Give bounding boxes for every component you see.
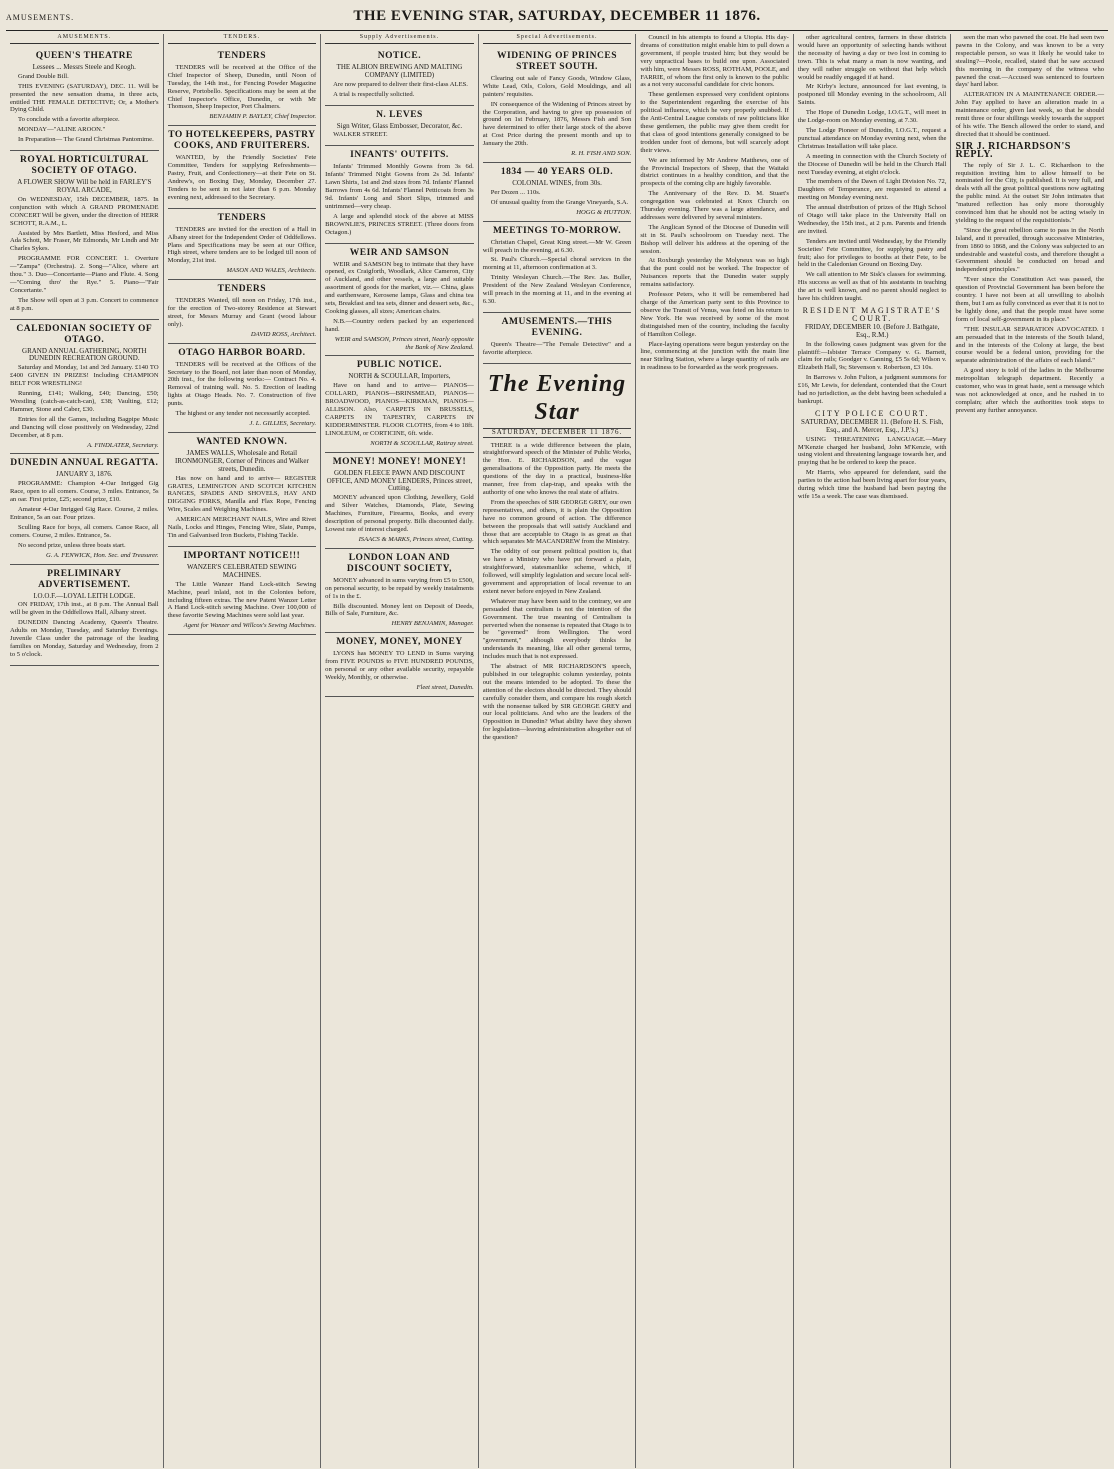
ad-subhead: NORTH & SCOULLAR, Importers,: [348, 372, 451, 381]
ad-headline: 1834 — 40 YEARS OLD.: [500, 166, 614, 177]
ad-body: [168, 154, 317, 201]
ad-paragraph: St. Paul's Church.—Special choral services in the morning at 11, afternoon confirmation at 3.: [482, 256, 632, 272]
ad-paragraph: Assisted by Mrs Bartlett, Miss Hesford, and Miss Ada Schott, Mr Fraser, Mr Edmonds, Mr Lindh and Mr Charles Sykes.: [10, 229, 159, 253]
advertisement: [10, 320, 159, 455]
ad-body: [325, 650, 474, 682]
reply-paragraph: "THE INSULAR SEPARATION ADVOCATED. I am persuaded that in the interests of the South Island, and in the interests of the Colony at large, the best course would be a federal union, providing for the separate administration of the affairs of each Island.": [955, 325, 1105, 365]
ad-paragraph: Running, £141; Walking, £40; Dancing, £50; Wrestling (catch-as-catch-can), £38; Vaulting, £12; Hammer, Stone and Caber, £30.: [10, 390, 159, 413]
ad-headline: MEETINGS TO-MORROW.: [492, 225, 622, 236]
column-heading: AMUSEMENTS.: [10, 34, 159, 44]
news-paragraph: The members of the Dawn of Light Division No. 72, Daughters of Temperance, are requested to attend a meeting on Monday evening next.: [797, 178, 947, 202]
ad-headline: AMUSEMENTS.—THIS EVENING.: [501, 316, 613, 338]
ad-body: [325, 382, 474, 437]
ad-paragraph: TENDERS will be received at the Offices of the Secretary to the Board, not later than noon of Monday, 20th inst., for the following works:— Contract No. 4. Removal of training wall. No. 5. Erection of leading lights at Otago Heads. No. 7. Construction of five punts.: [167, 360, 317, 408]
column-7: [951, 34, 1108, 1468]
ad-body: [483, 75, 632, 148]
news-paragraph: The Lodge Pioneer of Dunedin, I.O.G.T., request a punctual attendance on Monday evening next, when the Christmas Installation will take place.: [797, 126, 947, 150]
ad-signature: HOGG & HUTTON.: [576, 208, 632, 216]
news-body: [798, 34, 947, 303]
column-6: [794, 34, 952, 1468]
ad-body: [168, 581, 317, 621]
column-2: [164, 34, 322, 1468]
ad-paragraph: MONEY advanced in sums varying from £5 to £500, on personal security, to be repaid by weekly instalments of 1s in the £.: [325, 576, 474, 600]
advertisement: [325, 47, 474, 106]
ad-paragraph: Amateur 4-Oar Inrigged Gig Race. Course, 2 miles. Entrance, 5s an oar. Four prizes.: [10, 506, 159, 521]
ad-paragraph: Infants' Trimmed Monthly Gowns from 3s 6d. Infants' Trimmed Night Gowns from 2s 3d. Infants' Lawn Shirts, 1st and 2nd sizes from 7d. Infants' Flannel Barrows from 4s 6d. Infants' Flannel Petticoats from 3s 9d. Infants' Long and Short Slips, trimmed and untrimmed—very cheap.: [325, 163, 474, 210]
ad-subhead: JANUARY 3, 1876.: [56, 470, 113, 479]
columns: [6, 34, 1108, 1468]
ad-body: [10, 73, 159, 144]
court-date: FRIDAY, DECEMBER 10. (Before J. Bathgate, Esq., R.M.): [805, 322, 940, 339]
ad-paragraph: WANTED, by the Friendly Societies' Fete Committee, Tenders for supplying Refreshments—Pastry, Fruit, and Confectionery—at their Fete on St. Andrew's, on Boxing Day, Monday, December 27. Tenders to be sent in not later than 6 p.m. Monday evening next, addressed to the Secretary.: [167, 154, 317, 201]
news-paragraph: Place-laying operations were begun yesterday on the line, commencing at the junction with the main line near Stirling Station, where a large quantity of rails are in readiness to be forwarded as the work progresses.: [640, 340, 789, 372]
police-court-paragraph: USING THREATENING LANGUAGE.—Mary M'Kenzie charged her husband, John M'Kenzie, with using violent and threatening language towards her, and praying that he be ordered to keep the peace.: [797, 435, 947, 467]
ad-paragraph: MONEY advanced upon Clothing, Jewellery, Gold and Silver Watches, Diamonds, Plate, Sewing Machines, Furniture, Firearms, Books, and every description of personal property. Bills discounted daily. Lowest rate of interest charged.: [325, 494, 474, 533]
ad-body: [168, 64, 317, 111]
ad-body: [168, 475, 317, 540]
ad-body: [168, 226, 317, 266]
ad-paragraph: Has now on hand and to arrive— REGISTER GRATES, LEMINGTON AND SCOTCH KITCHEN RANGES, SPADES AND SHOVELS, HAY AND DIGGING FORKS, Manilla and Flax Rope, Fencing Wire, Scales and Weighing Machines.: [167, 474, 317, 514]
ad-headline: PRELIMINARY ADVERTISEMENT.: [38, 568, 131, 590]
ad-paragraph: PROGRAMME: Champion 4-Oar Inrigged Gig Race, open to all comers. Course, 3 miles. Entrance, 5s an oar. First prize, £25; second prize, £10.: [10, 480, 159, 504]
news-paragraph: Professor Peters, who it will be remembered had charge of the American party sent to this Province to observe the Transit of Venus, was feted on his return to New York. He was received by some of the most distinguished men of the country, including the faculty of Hamilton College.: [640, 291, 789, 338]
ad-headline: CALEDONIAN SOCIETY OF OTAGO.: [16, 323, 153, 345]
ad-paragraph: In Preparation— The Grand Christmas Pantomime.: [18, 136, 154, 144]
ad-headline: MONEY! MONEY! MONEY!: [332, 456, 467, 467]
column-1: [6, 34, 164, 1468]
ad-body: [325, 494, 474, 534]
column-heading: Special Advertisements.: [483, 34, 632, 44]
advertisement: [483, 47, 632, 163]
advertisement: [168, 209, 317, 280]
advertisement: [483, 163, 632, 222]
news-body: [955, 34, 1104, 139]
ad-headline: TO HOTELKEEPERS, PASTRY COOKS, AND FRUITERERS.: [168, 130, 316, 152]
ad-paragraph: Have on hand and to arrive— PIANOS—COLLARD, PIANOS—BRINSMEAD, PIANOS—BROADWOOD, PIANOS—KIRKMAN, PIANOS—ALLISON. Also, CARPETS IN BRUSSELS, CARPETS IN TAPESTRY, CARPETS IN KIDDERMINSTER. FLOOR CLOTHS, from 4 to 18ft. LINOLEUM, or CORTICINE, 6ft. wide.: [325, 382, 474, 437]
news-paragraph: seen the man who pawned the coat. He had seen two pawns in the Colony, and was known to be a very respectable person, so was it likely he would take to stealing?—Poole, recalled, stated that he saw accused this morning in the company of the witness who pawned the coat.—Accused was sentenced to fourteen days' hard labor.: [955, 34, 1105, 89]
masthead-title: THE EVENING STAR, SATURDAY, DECEMBER 11 1876.: [353, 8, 761, 24]
ad-paragraph: AMERICAN MERCHANT NAILS, Wire and Rivet Nails, Locks and Hinges, Fencing Wire, Slate, Pumps, Tin and Galvanised Iron Buckets, Fishing Tackle.: [167, 516, 317, 539]
editorial-paragraph: From the speeches of SIR GEORGE GREY, our own representatives, and others, it is plain the Opposition have no common ground of action. The difference between the proposals that will satisfy Auckland and those that are acceptable to Otago is as great as that which separates Mr MACANDREW from the Ministry.: [482, 498, 632, 546]
ad-body: [10, 601, 159, 658]
advertisement: [325, 633, 474, 697]
police-court-body: [798, 436, 947, 501]
ad-headline: TENDERS: [217, 50, 267, 61]
ad-paragraph: Clearing out sale of Fancy Goods, Window Glass, White Lead, Oils, Colors, Gold Mouldings, and all painters' requisites.: [482, 74, 632, 98]
advertisement: [168, 344, 317, 433]
news-paragraph: We are informed by Mr Andrew Matthews, one of the Provincial Inspectors of Sheep, that the Waitaki district continues in a healthy condition, and that the prospects of the coming clip are highly favorable.: [640, 156, 789, 188]
news-paragraph: Tenders are invited until Wednesday, by the Friendly Societies' Fete Committee, for supplying pastry and fruit; also for privileges to booths at their Fete, to be held in the Caledonian Ground on Boxing Day.: [797, 237, 947, 269]
ad-headline: PUBLIC NOTICE.: [356, 360, 442, 371]
ad-paragraph: Per Dozen ... 110s.: [490, 188, 541, 196]
column-5: [636, 34, 794, 1468]
ad-paragraph: Saturday and Monday, 1st and 3rd January. £140 TO £400 GIVEN IN PRIZES! Including CHAMPION BELT FOR WRESTLING!: [10, 364, 159, 388]
editorial-dateline: SATURDAY, DECEMBER 11 1876.: [483, 428, 632, 438]
advertisement: [325, 106, 474, 147]
ad-signature: G. A. FENWICK, Hon. Sec. and Treasurer.: [45, 551, 159, 559]
ad-body: [10, 196, 159, 313]
ad-paragraph: IN consequence of the Widening of Princes street by the Corporation, and having to give up possession of ground on 1st February, 1876, Messrs Fish and Son have determined to offer their large stock of the above at Cost Price during the present month and up to January the 20th.: [482, 100, 632, 148]
ad-body: [10, 364, 159, 439]
ad-paragraph: The Little Wanzer Hand Lock-stitch Sewing Machine, pearl inlaid, not in the Colonies before, including fifteen extras. The new Patent Wanzer Letter A Hand Lock-stitch sewing Machine. Over 100,000 of these favorite Sewing Machines were sold last year.: [167, 580, 317, 620]
editorial-paragraph: The abstract of MR RICHARDSON'S speech, published in our telegraphic column yesterday, points out the means intended to be adopted. To these the attention of the electors should be directed. They should carefully consider them, and compare his rough sketch with the nonsense talked by SIR GEORGE GREY and our local politicians. And who are the leaders of the Opposition in Dunedin? What ability have they shown for legislation—leaving administration altogether out of the question?: [482, 663, 632, 742]
ad-body: [483, 341, 632, 357]
ad-signature: NORTH & SCOULLAR, Rattray street.: [370, 439, 474, 447]
ad-paragraph: TENDERS will be received at the Office of the Chief Inspector of Sheep, Dunedin, until Noon of Tuesday, the 14th inst., for Fencing Powder Magazine Reserve, Portobello. Specifications may be seen at the Chief Inspector's Office, Dunedin, or with Mr Thomson, Sheep Inspector, Port Chalmers.: [167, 63, 317, 111]
ad-paragraph: TENDERS are invited for the erection of a Hall in Albany street for the Independent Order of Oddfellows. Plans and Specifications may be seen at our Office, High street, where tenders are to be lodged till noon of Monday, 21st inst.: [167, 225, 317, 265]
paper-title: The Evening Star: [487, 370, 627, 425]
ad-subhead: COLONIAL WINES, from 30s.: [512, 178, 602, 187]
ad-headline: NOTICE.: [377, 50, 422, 61]
news-paragraph: The annual distribution of prizes of the High School of Otago will take place in the University Hall on Wednesday, the 15th inst., at 2 p.m. Parents and friends are invited.: [797, 204, 947, 235]
ad-paragraph: A trial is respectfully solicited.: [333, 90, 415, 98]
ad-headline: QUEEN'S THEATRE: [35, 50, 133, 61]
ad-headline: WANTED KNOWN.: [196, 436, 288, 447]
advertisement: [483, 313, 632, 364]
news-paragraph: Mr Kirby's lecture, announced for last evening, is postponed till Monday evening in the schoolroom, All Saints.: [797, 83, 947, 107]
court-title: RESIDENT MAGISTRATE'S COURT.: [802, 306, 942, 323]
ad-paragraph: Sculling Race for boys, all comers. Canoe Race, all comers. Course, 2 miles. Entrance, 5s.: [10, 523, 159, 539]
advertisement: [325, 356, 474, 452]
ad-signature: Fleet street, Dunedin.: [416, 683, 474, 691]
ad-paragraph: Of unusual quality from the Grange Vineyards, S.A.: [490, 198, 629, 206]
ad-paragraph: Grand Double Bill.: [18, 72, 69, 80]
ad-body: [10, 480, 159, 549]
ad-paragraph: The highest or any tender not necessarily accepted.: [175, 410, 311, 418]
news-paragraph: The Anglican Synod of the Diocese of Dunedin will sit in St. Paul's schoolroom on Tuesday next. The Bishop will deliver his address at the opening of the session.: [640, 223, 789, 255]
ad-signature: WEIR and SAMSON, Princes street, Nearly opposite the Bank of New Zealand.: [334, 335, 474, 351]
news-paragraph: The Anniversary of the Rev. D. M. Stuart's congregation was celebrated at Knox Church on Thursday evening. There was a large attendance, and addresses were delivered by several ministers.: [640, 190, 789, 221]
reply-paragraph: "Ever since the Constitution Act was passed, the question of Provincial Government has been before the country. I have not been at all unwilling to abolish them, but I am as fully convinced as ever that it is not to be lightly done, and that the people must have some form of local self-government in its place.": [955, 276, 1105, 323]
ad-paragraph: A large and splendid stock of the above at MISS BROWNLIE'S, PRINCES STREET. (Three doors from Octagon.): [325, 212, 474, 236]
reply-paragraph: A good story is told of the ladies in the Melbourne metropolitan telegraph department. Recently a customer, who was in great haste, sent a message which was not acknowledged at once, and he rushed in to complain; after which the authorities took steps to prevent any further annoyance.: [955, 367, 1105, 414]
ad-body: [325, 261, 474, 334]
advertisement: [483, 222, 632, 313]
news-body: [640, 34, 789, 372]
court-paragraph: In Barrows v. John Fulton, a judgment summons for £16, Mr Lewis, for defendant, contended that the Court had no jurisdiction, as the debt having been scheduled a bankrupt.: [797, 374, 947, 405]
ad-headline: WIDENING OF PRINCES STREET SOUTH.: [497, 50, 618, 72]
news-paragraph: The Hope of Dunedin Lodge, I.O.G.T., will meet in the Lodge-room on Monday evening, at 7.30.: [797, 109, 947, 125]
ad-subhead: I.O.O.F.—LOYAL LEITH LODGE.: [33, 591, 136, 600]
ad-body: [483, 189, 632, 207]
column-heading: TENDERS.: [168, 34, 317, 44]
reply-paragraph: The reply of Sir J. L. C. Richardson to the requisition inviting him to allow himself to be nominated for the City, is published. It is very full, and deals with all the great political questions now agitating the public mind. At the outset Sir John intimates that "matured reflection has only more thoroughly convinced him that he should not be acting wisely in yielding to the request of the requisitionists.": [955, 161, 1105, 224]
advertisement: [168, 280, 317, 344]
ad-signature: R. H. FISH AND SON.: [571, 150, 632, 158]
advertisement: [168, 126, 317, 208]
ad-paragraph: To conclude with a favorite afterpiece.: [18, 116, 120, 124]
masthead: [6, 8, 1108, 31]
ad-paragraph: The Show will open at 3 p.m. Concert to commence at 8 p.m.: [10, 296, 159, 312]
ad-paragraph: Entries for all the Games, including Bagpipe Music and Dancing will close positively on Wednesday, 22nd December, at 8 p.m.: [10, 415, 159, 439]
advertisement: [168, 433, 317, 547]
news-paragraph: other agricultural centres, farmers in these districts would have an opportunity of selecting hands without the necessity of having a day or two lost in coming to town. This is what many a man is now wanting, and they will rather struggle on without that help which would be readily engaged if at hand.: [797, 34, 947, 81]
police-court-paragraph: Mr Harris, who appeared for defendant, said the parties to the action had been living apart for four years, during which time the husband had been paying the wife 15s a week. The case was dismissed.: [797, 469, 947, 500]
ad-paragraph: Are now prepared to deliver their first-class ALES.: [333, 80, 468, 88]
ad-subhead: A FLOWER SHOW Will be held in FARLEY'S ROYAL ARCADE,: [17, 178, 152, 194]
column-heading: Supply Advertisements.: [325, 34, 474, 44]
reply-body: [955, 162, 1104, 415]
ad-headline: OTAGO HARBOR BOARD.: [178, 347, 306, 358]
news-paragraph: These gentlemen expressed very confident opinions to the Superintendent regarding the exercise of his political influence, which he very properly snubbed. If the Anti-Central League consists of raw politicians like these gentlemen, the public may give them credit for that class of good intentions generally consigned to be trodden under foot of demons, but will scarcely adopt their views.: [640, 91, 789, 154]
advertisement: [325, 244, 474, 357]
advertisement: [325, 549, 474, 633]
ad-subhead: WANZER'S CELEBRATED SEWING MACHINES.: [186, 562, 297, 579]
reply-paragraph: "Since the great rebellion came to pass in the North Island, and it prevailed, through successive Ministries, from 1860 to 1868, and the Colony was subjected to an undesirable and wasteful costs, and therefore thought a Government should be conducted on broad and independent principles.": [955, 226, 1105, 274]
court-paragraph: In the following cases judgment was given for the plaintiff:—Isbister Terrace Company v. G. Barnett, claim for rails; Goodger v. Canning, £5 5s 6d; Wilson v. Elizabeth Hall, 9s; Stevenson v. Robertson, £3 10s.: [797, 340, 947, 372]
advertisement: [325, 453, 474, 549]
advertisement: [168, 47, 317, 126]
police-court-date: SATURDAY, DECEMBER 11. (Before H. S. Fish, Esq., and A. Mercer, Esq., J.P.'s.): [801, 417, 944, 434]
ad-paragraph: MONDAY—"ALINE AROON.": [18, 126, 106, 134]
ad-body: [325, 81, 474, 99]
ad-body: [325, 577, 474, 619]
ad-paragraph: No second prize, unless three boats start.: [18, 541, 126, 549]
news-paragraph: At Roxburgh yesterday the Molyneux was so high that the punt could not be worked. The Inspector of Nuisances reports that the Dunedin water supply remains satisfactory.: [640, 257, 789, 289]
ad-subhead: Sign Writer, Glass Embosser, Decorator, &c.: [336, 121, 463, 130]
ad-body: [168, 361, 317, 418]
ad-paragraph: Trinity Wesleyan Church.—The Rev. Jas. Buller, President of the New Zealand Wesleyan Conference, will preach in the morning at 11, and in the evening at 6.30.: [482, 274, 632, 305]
ad-headline: TENDERS: [217, 212, 267, 223]
court-body: [798, 341, 947, 406]
news-paragraph: A meeting in connection with the Church Society of the Diocese of Dunedin will be held in the Church Hall next Tuesday evening, at eight o'clock.: [797, 152, 947, 176]
ad-headline: INFANTS' OUTFITS.: [350, 150, 449, 161]
reply-title: SIR J. RICHARDSON'S REPLY.: [955, 140, 1071, 160]
ad-signature: MASON AND WALES, Architects.: [226, 267, 317, 275]
ad-body: [325, 131, 474, 139]
ad-headline: N. LEVES: [376, 109, 423, 120]
news-paragraph: ALTERATION IN A MAINTENANCE ORDER.—John Fay applied to have an alteration made in a maintenance order, given last week, so that he should remit three or four shillings weekly towards the support of his wife. The Bench allowed the order to stand, and directed that it should be continued.: [955, 91, 1105, 138]
ad-headline: TENDERS: [217, 284, 267, 295]
ad-signature: ISAACS & MARKS, Princes street, Cutting.: [358, 535, 474, 543]
ad-paragraph: ON FRIDAY, 17th inst., at 8 p.m. The Annual Ball will be given in the Oddfellows Hall, Albany street.: [10, 601, 159, 617]
ad-headline: ROYAL HORTICULTURAL SOCIETY OF OTAGO.: [20, 155, 149, 177]
editorial-paragraph: The oddity of our present political position is, that we have a Ministry who have put forward a plain, straightforward, statesmanlike scheme, which, if followed, will simplify legislation and secure local self-government and appropriation of local revenue to an extent never before enjoyed in New Zealand.: [482, 548, 632, 595]
ad-body: [483, 239, 632, 306]
ad-body: [168, 297, 317, 329]
ad-subhead: GOLDEN FLEECE PAWN AND DISCOUNT OFFICE, AND MONEY LENDERS, Princes street, Cutting,: [326, 468, 473, 493]
advertisement: [168, 547, 317, 635]
police-court-title: CITY POLICE COURT.: [814, 408, 930, 418]
ad-paragraph: THIS EVENING (SATURDAY), DEC. 11. Will be presented the new sensation drama, in three acts, entitled THE FEMALE DETECTIVE; Or, a Mother's Dying Child.: [10, 82, 159, 114]
ad-paragraph: WALKER STREET.: [333, 131, 388, 139]
advertisement: [10, 151, 159, 320]
advertisement: [325, 146, 474, 243]
ad-subhead: Lessees ... Messrs Steele and Keogh.: [32, 62, 136, 71]
ad-paragraph: DUNEDIN Dancing Academy, Queen's Theatre. Adults on Monday, Tuesday, and Saturday Evenings. Juvenile Class under the patronage of the leading families on Monday, Saturday and Wednesday, from 2 to 5 o'clock.: [10, 619, 159, 658]
ad-signature: DAVID ROSS, Architect.: [250, 330, 317, 338]
ad-paragraph: TENDERS Wanted, till noon on Friday, 17th inst., for the erection of Two-storey Residence at Stewart street, for Messrs Murray and Grant (wood labour only).: [167, 297, 317, 328]
ad-headline: DUNEDIN ANNUAL REGATTA.: [10, 458, 159, 469]
editorial-body: [483, 442, 632, 743]
editorial-paragraph: Whatever may have been said to the contrary, we are persuaded that centralism is not the intention of the Government. The true meaning of Centralism is perverted when the nonsense is repeated that Otago is to be "governed" from Wellington. The word "government," although everybody thinks he understands its meaning, like all other general terms, includes much that is not expressed.: [482, 597, 632, 661]
ad-signature: BENJAMIN P. BAYLEY, Chief Inspector.: [209, 113, 317, 121]
advertisement: [10, 47, 159, 151]
ad-headline: IMPORTANT NOTICE!!!: [183, 550, 301, 561]
ad-subhead: THE ALBION BREWING AND MALTING COMPANY (LIMITED): [336, 62, 463, 79]
ad-signature: A. FINDLATER, Secretary.: [87, 441, 159, 449]
ad-paragraph: LYONS has MONEY TO LEND in Sums varying from FIVE POUNDS to FIVE HUNDRED POUNDS, on personal or any other available security, repayable Weekly, Monthly, or otherwise.: [325, 650, 474, 681]
ad-paragraph: Christian Chapel, Great King street.—Mr W. Green will preach in the evening, at 6.30.: [482, 238, 632, 254]
ad-paragraph: On WEDNESDAY, 15th DECEMBER, 1875. In conjunction with which A GRAND PROMENADE CONCERT Will be given, under the direction of HERR SCHOTT, R.A.M., L.: [10, 195, 159, 227]
column-4: [479, 34, 637, 1468]
ad-paragraph: PROGRAMME FOR CONCERT. 1. Overture—"Zampa" (Orchestra). 2. Song—"Alice, where art thou." 3. Duo—Concertante—Piano and Flute. 4. Song—"Coming thro' the Rye." 5. Piano—"Fair Concertante.": [10, 255, 159, 294]
ad-subhead: GRAND ANNUAL GATHERING, NORTH DUNEDIN RECREATION GROUND.: [22, 346, 147, 363]
news-paragraph: Council in his attempts to found a Utopia. His day-dreams of constitution might enable him to pull down a government, if people trusted him; but they would be very unpractical bases to build one upon. Associated with him, were Messrs ROSS, ROTHAM, POOLE, and FARRIE, of whom the first only is known to the public as a not very successful candidate for civic honors.: [640, 34, 789, 89]
ad-signature: Agent for Wanzer and Willcox's Sewing Machines.: [183, 622, 317, 630]
ad-signature: HENRY BENJAMIN, Manager.: [391, 620, 474, 628]
advertisement: [10, 454, 159, 564]
ad-headline: MONEY, MONEY, MONEY: [336, 637, 463, 648]
ad-signature: J. L. GILLIES, Secretary.: [249, 420, 317, 427]
advertisement: [10, 565, 159, 666]
ad-paragraph: N.B.—Country orders packed by an experienced hand.: [325, 317, 474, 333]
column-3: [321, 34, 479, 1468]
ad-paragraph: Queen's Theatre—"The Female Detective" and a favorite afterpiece.: [482, 340, 632, 356]
ad-paragraph: WEIR and SAMSON beg to intimate that they have opened, ex Craigforth, Woodlark, Alice Cameron, City of Auckland, and other vessels, a large and suitable assortment of goods for the market, viz.— China, glass and earthenware, Kerosene lamps, Glass and china tea sets, Breakfast and tea sets, dinner and dessert sets, &c., Cooking glasses, all sizes; American chairs.: [325, 260, 474, 315]
news-paragraph: We call attention to Mr Sisk's classes for swimming. His success as well as that of his assistants in teaching the art is well known, and no parent should neglect to have his children taught.: [797, 271, 947, 303]
ad-body: [325, 163, 474, 236]
ad-headline: WEIR AND SAMSON: [349, 247, 450, 258]
ad-subhead: JAMES WALLS, Wholesale and Retail IRONMONGER, Corner of Princes and Walker streets, Dunedin.: [174, 448, 309, 473]
editorial-paragraph: THERE is a wide difference between the plain, straightforward speech of the Minister of Public Works, the Hon. E. RICHARDSON, and the vague generalisations of the Opposition party. He meets the questions of the day in a practical, business-like manner, free from clap-trap, and speaks with the authority of one who knows the real state of affairs.: [482, 441, 632, 496]
ad-headline: LONDON LOAN AND DISCOUNT SOCIETY,: [346, 552, 452, 574]
ad-paragraph: Bills discounted. Money lent on Deposit of Deeds, Bills of Sale, Furniture, &c.: [325, 602, 474, 618]
masthead-left: AMUSEMENTS.: [6, 13, 75, 22]
